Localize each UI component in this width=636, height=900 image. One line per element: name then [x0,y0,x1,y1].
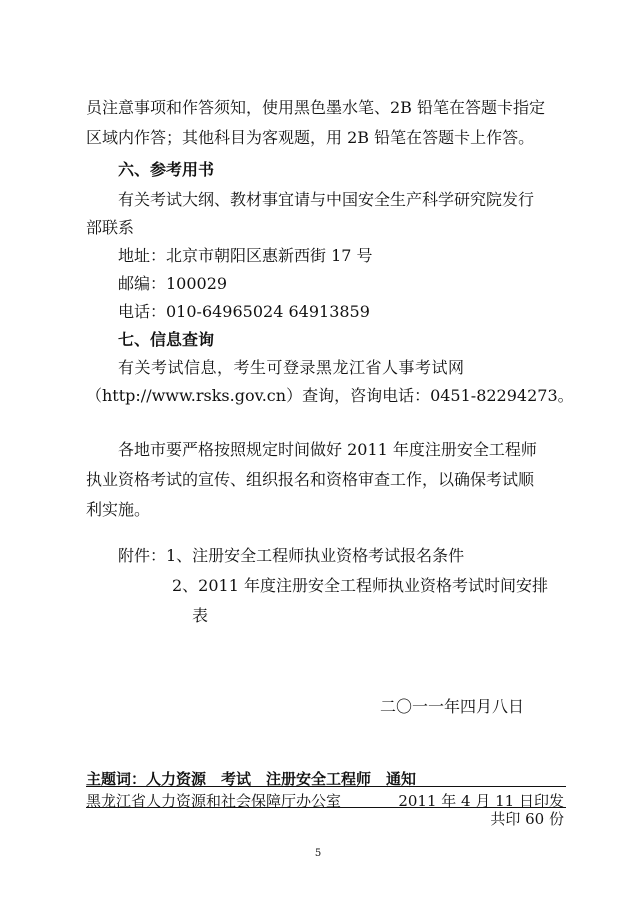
copies-count: 共印 60 份 [490,810,564,828]
body-line: 有关考试大纲、教材事宜请与中国安全生产科学研究院发行 [118,190,535,209]
section-heading: 六、参考用书 [118,160,215,179]
body-line: 执业资格考试的宣传、组织报名和资格审查工作，以确保考试顺 [86,470,535,489]
body-line: 有关考试信息，考生可登录黑龙江省人事考试网 [118,358,465,377]
print-date: 2011 年 4 月 11 日印发 [398,792,564,810]
issuing-office: 黑龙江省人力资源和社会保障厅办公室 [86,792,342,810]
body-line: 员注意事项和作答须知，使用黑色墨水笔、2B 铅笔在答题卡指定 [86,98,546,117]
divider-line [86,786,566,787]
phone-line: 电话：010-64965024 64913859 [118,302,370,321]
body-line: 利实施。 [86,500,151,519]
attachment-line: 表 [192,606,209,625]
body-line: 部联系 [86,218,135,237]
postcode-line: 邮编：100029 [118,274,228,293]
address-line: 地址：北京市朝阳区惠新西街 17 号 [118,246,373,265]
page-number: 5 [314,848,322,859]
attachment-line: 附件：1、注册安全工程师执业资格考试报名条件 [118,546,465,565]
body-line: 区域内作答；其他科目为客观题，用 2B 铅笔在答题卡上作答。 [86,128,535,147]
attachment-line: 2、2011 年度注册安全工程师执业资格考试时间安排 [172,576,548,595]
body-line: （http://www.rsks.gov.cn）查询，咨询电话：0451-82294273。 [86,386,574,405]
body-line: 各地市要严格按照规定时间做好 2011 年度注册安全工程师 [118,440,537,459]
subject-keywords: 主题词：人力资源 考试 注册安全工程师 通知 [86,770,417,788]
issue-date: 二〇一一年四月八日 [380,697,525,716]
section-heading: 七、信息查询 [118,330,215,349]
